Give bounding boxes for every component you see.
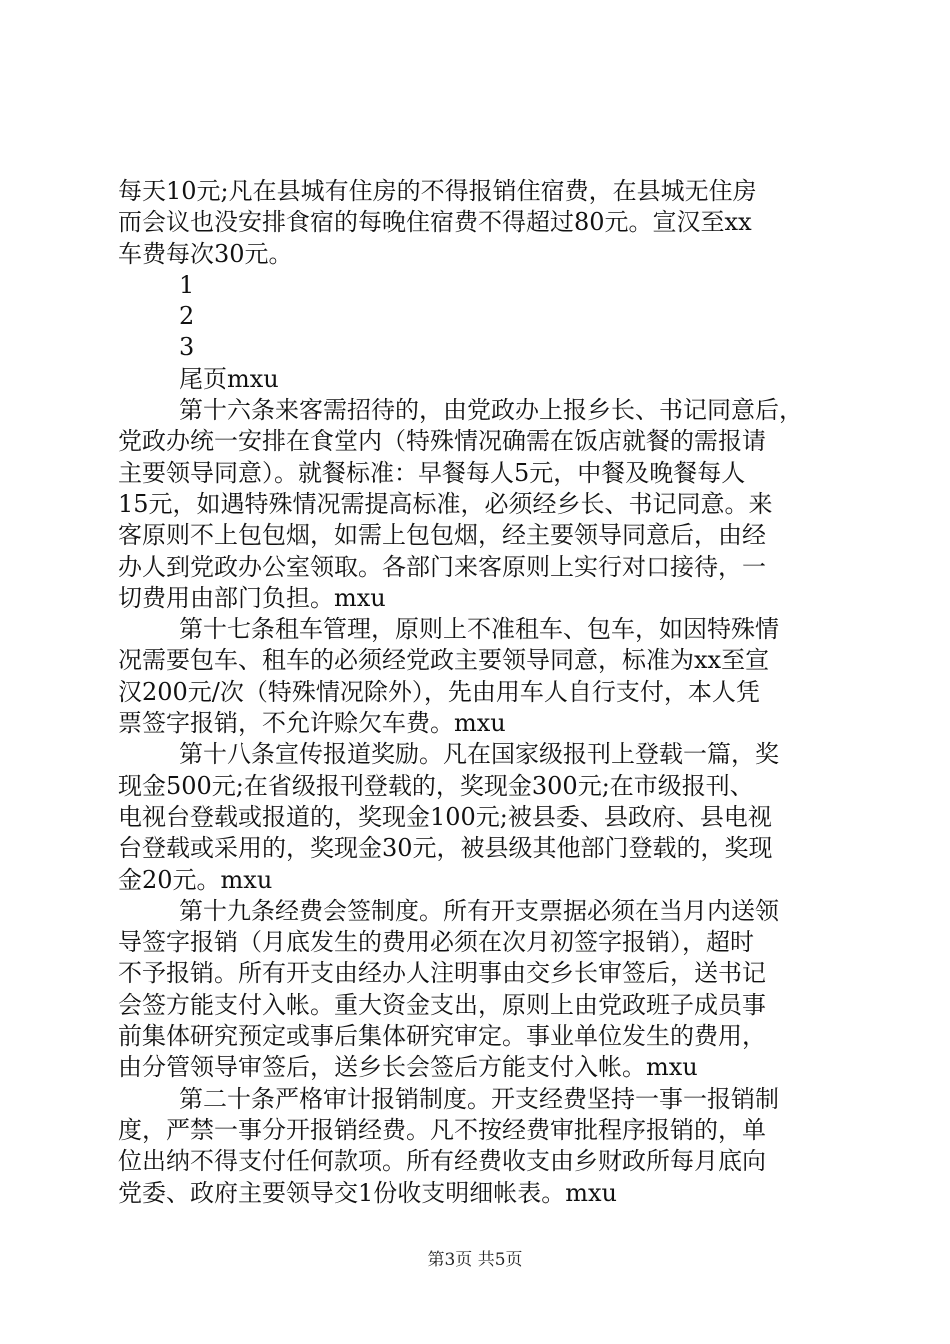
text-line: 党政办统一安排在食堂内（特殊情况确需在饭店就餐的需报请 bbox=[118, 427, 766, 456]
text-line: 不予报销。所有开支由经办人注明事由交乡长审签后，送书记 bbox=[118, 959, 766, 988]
text-line: 办人到党政办公室领取。各部门来客原则上实行对口接待，一 bbox=[118, 552, 766, 581]
text-line: 第十七条租车管理，原则上不准租车、包车，如因特殊情 bbox=[179, 615, 779, 644]
text-line: 车费每次30元。 bbox=[118, 239, 293, 268]
text-line: 切费用由部门负担。mxu bbox=[118, 583, 386, 612]
text-line: 第十九条经费会签制度。所有开支票据必须在当月内送领 bbox=[179, 896, 779, 925]
text-line: 票签字报销，不允许赊欠车费。mxu bbox=[118, 709, 506, 738]
text-line: 导签字报销（月底发生的费用必须在次月初签字报销），超时 bbox=[118, 928, 754, 957]
text-line: 第二十条严格审计报销制度。开支经费坚持一事一报销制 bbox=[179, 1084, 779, 1113]
text-line: 度，严禁一事分开报销经费。凡不按经费审批程序报销的，单 bbox=[118, 1115, 766, 1144]
text-line: 尾页mxu bbox=[179, 364, 279, 393]
page-footer: 第3页 共5页 bbox=[427, 1250, 523, 1270]
text-line: 由分管领导审签后，送乡长会签后方能支付入帐。mxu bbox=[118, 1053, 698, 1082]
text-line: 每天10元;凡在县城有住房的不得报销住宿费，在县城无住房 bbox=[118, 177, 757, 205]
text-line: 15元，如遇特殊情况需提高标准，必须经乡长、书记同意。来 bbox=[118, 489, 773, 518]
text-line: 3 bbox=[179, 333, 195, 362]
text-line: 2 bbox=[179, 302, 195, 331]
text-line: 党委、政府主要领导交1份收支明细帐表。mxu bbox=[118, 1178, 618, 1207]
text-line: 汉200元/次（特殊情况除外），先由用车人自行支付，本人凭 bbox=[118, 677, 760, 706]
text-line: 第十六条来客需招待的，由党政办上报乡长、书记同意后， bbox=[179, 396, 803, 425]
text-line: 而会议也没安排食宿的每晚住宿费不得超过80元。宣汉至xx bbox=[118, 208, 752, 237]
document-body bbox=[118, 176, 838, 1209]
text-line: 况需要包车、租车的必须经党政主要领导同意，标准为xx至宣 bbox=[118, 646, 770, 675]
text-line: 客原则不上包包烟，如需上包包烟，经主要领导同意后，由经 bbox=[118, 521, 766, 550]
text-line: 台登载或采用的，奖现金30元，被县级其他部门登载的，奖现 bbox=[118, 834, 773, 863]
text-line: 现金500元;在省级报刊登载的，奖现金300元;在市级报刊、 bbox=[118, 771, 754, 800]
text-line: 1 bbox=[179, 270, 195, 299]
text-line: 位出纳不得支付任何款项。所有经费收支由乡财政所每月底向 bbox=[118, 1147, 766, 1176]
text-line: 金20元。mxu bbox=[118, 865, 273, 894]
text-line: 第十八条宣传报道奖励。凡在国家级报刊上登载一篇，奖 bbox=[179, 740, 779, 769]
text-line: 会签方能支付入帐。重大资金支出，原则上由党政班子成员事 bbox=[118, 990, 766, 1019]
text-line: 前集体研究预定或事后集体研究审定。事业单位发生的费用， bbox=[118, 1022, 766, 1051]
text-line: 电视台登载或报道的，奖现金100元;被县委、县政府、县电视 bbox=[118, 802, 772, 831]
text-line: 主要领导同意）。就餐标准：早餐每人5元，中餐及晚餐每人 bbox=[118, 458, 746, 487]
